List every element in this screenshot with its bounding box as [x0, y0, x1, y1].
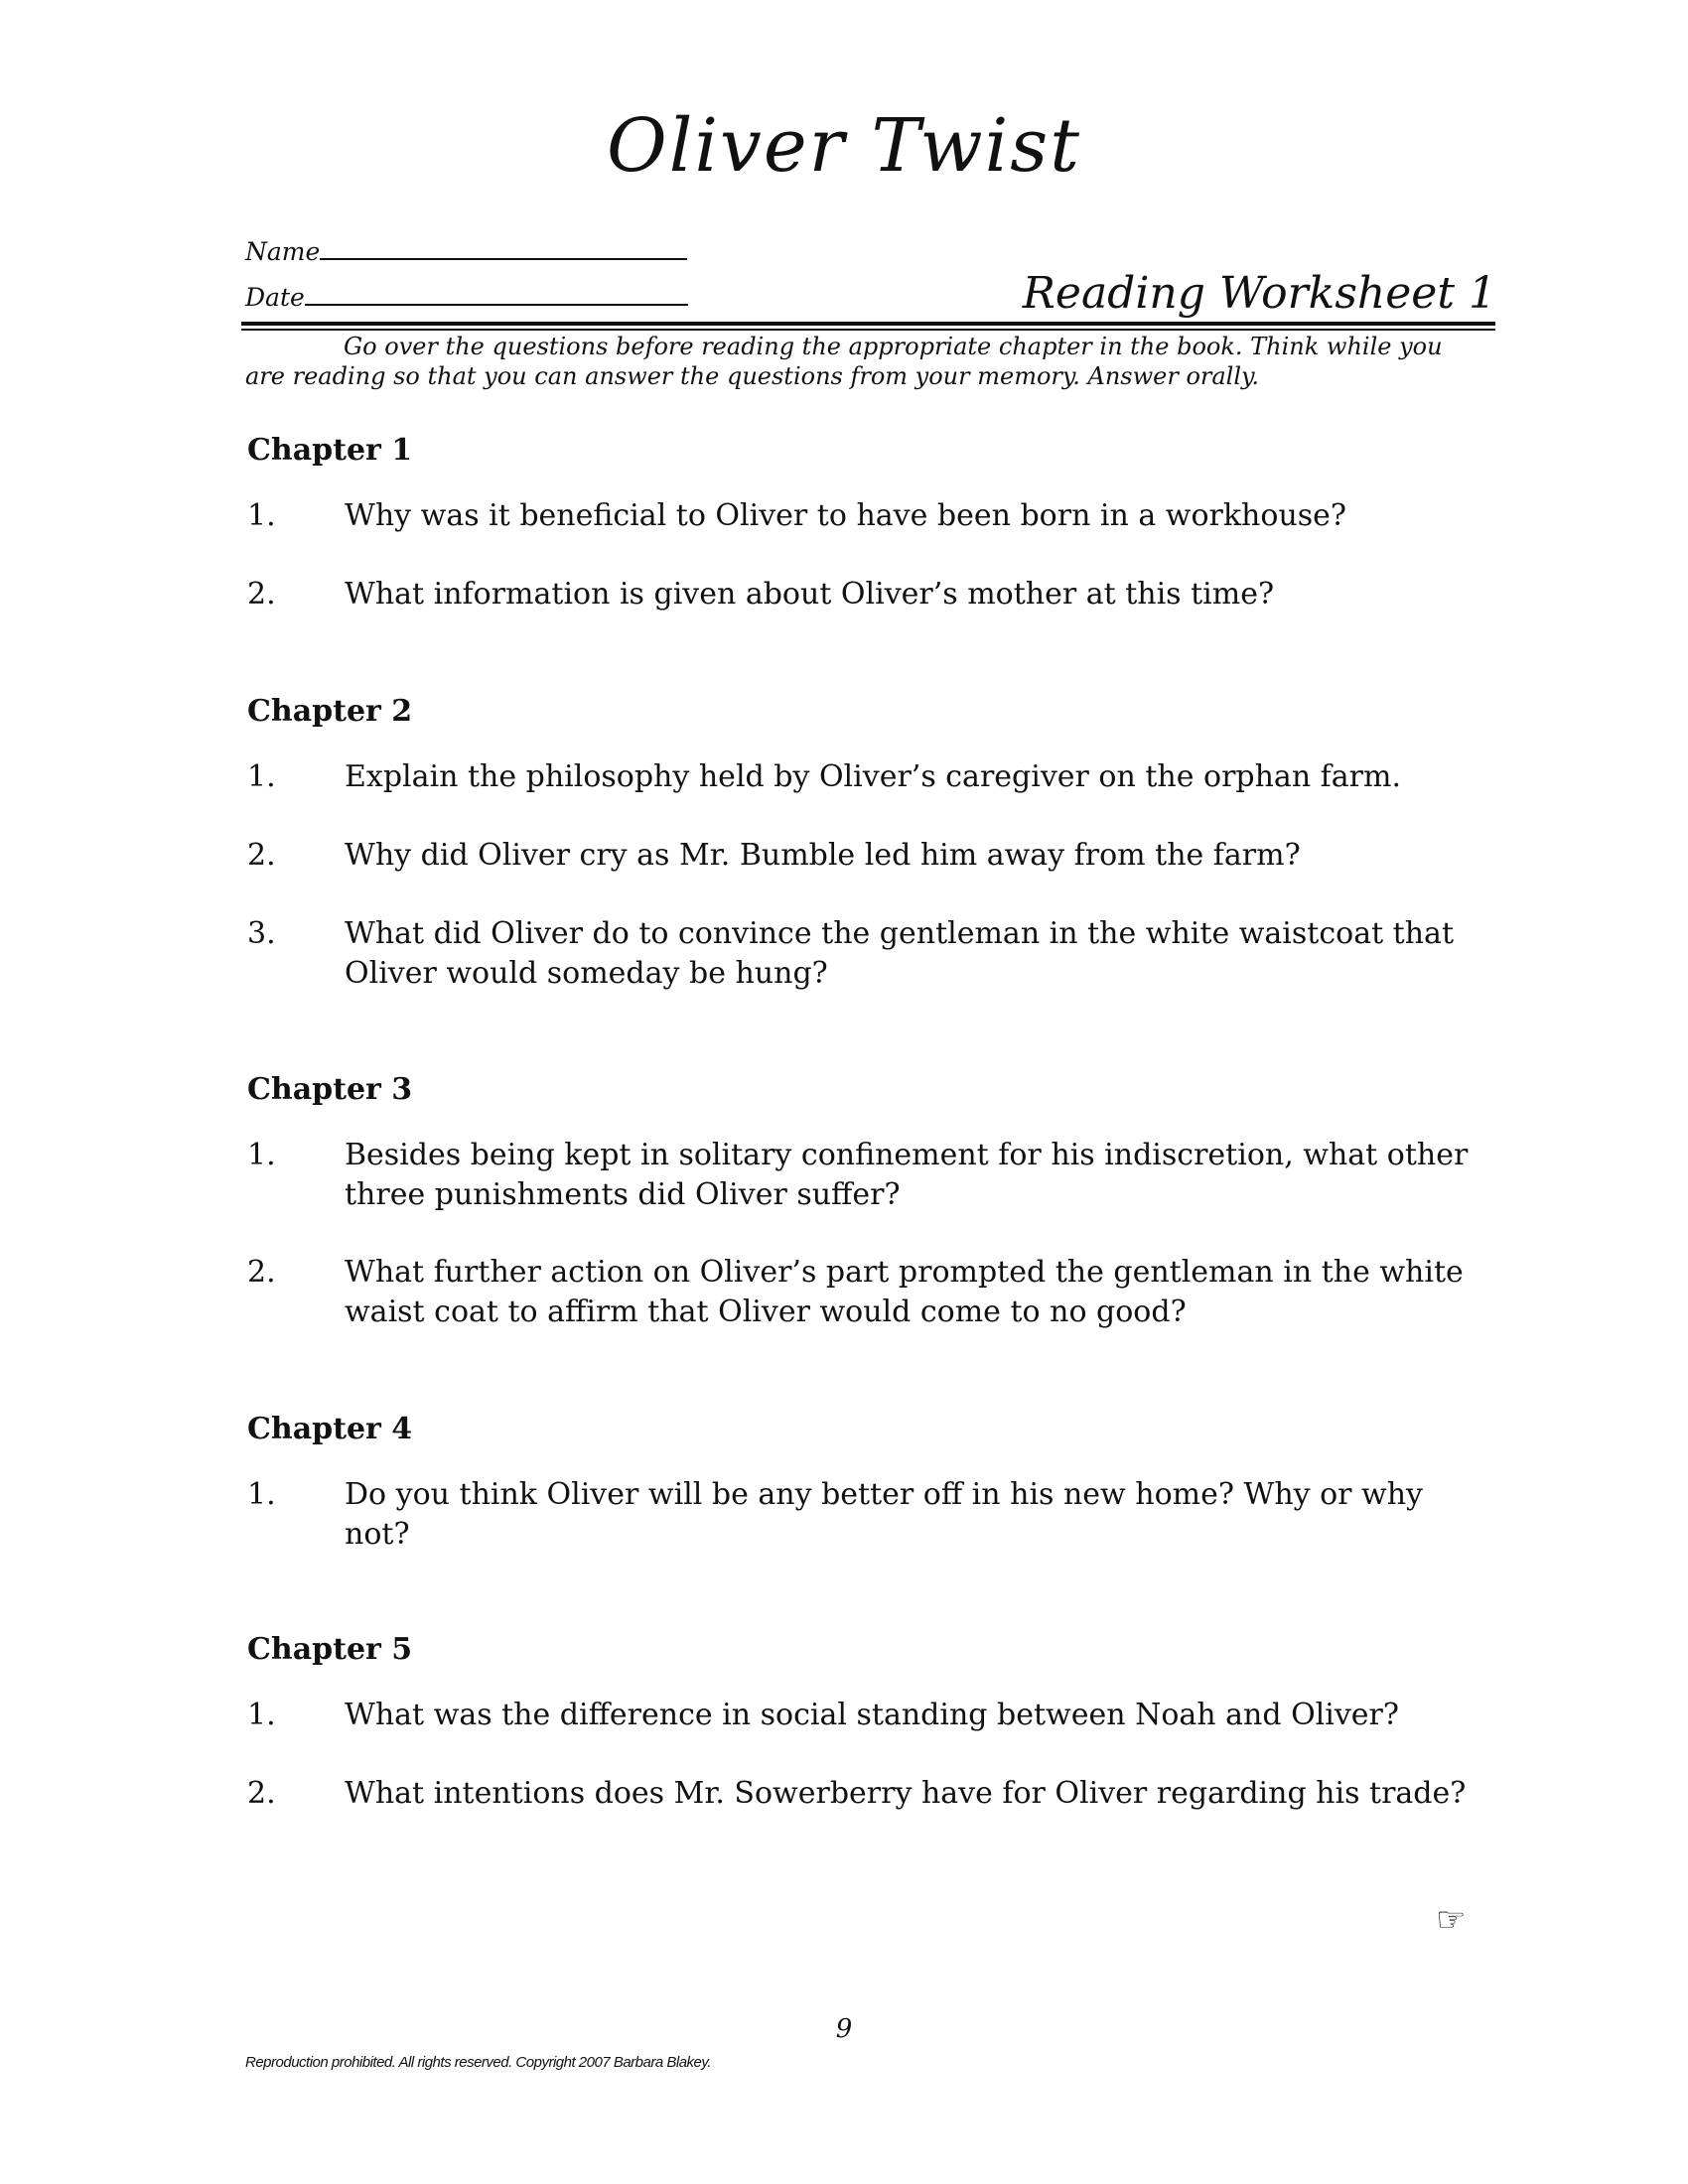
- question-text: What did Oliver do to convince the gentleman in the white waistcoat that Oliver would someday be hung?: [345, 916, 1455, 991]
- date-label: Date: [245, 283, 305, 312]
- question-text: What information is given about Oliver’s mother at this time?: [345, 577, 1275, 612]
- document-title: Oliver Twist: [607, 103, 1081, 189]
- chapter-heading: Chapter 1: [247, 433, 413, 468]
- header-rule-thin: [241, 329, 1495, 331]
- question-text: Besides being kept in solitary confinement for his indiscretion, what other three punishments did Oliver suffer?: [345, 1138, 1469, 1212]
- question-number: 1.: [247, 1138, 276, 1172]
- date-field: [245, 280, 688, 314]
- question-number: 2.: [247, 1255, 276, 1290]
- header-rule-thick: [241, 322, 1495, 326]
- chapter-heading: Chapter 2: [247, 694, 413, 729]
- question-text: Why was it beneficial to Oliver to have been born in a workhouse?: [345, 498, 1346, 533]
- copyright-notice: Reproduction prohibited. All rights reserved. Copyright 2007 Barbara Blakey.: [245, 2054, 711, 2071]
- question-number: 1.: [247, 1698, 276, 1732]
- name-field: [245, 234, 687, 268]
- question-text: What intentions does Mr. Sowerberry have for Oliver regarding his trade?: [345, 1776, 1467, 1811]
- chapter-heading: Chapter 3: [247, 1072, 413, 1107]
- name-label: Name: [245, 237, 321, 266]
- question-text: Why did Oliver cry as Mr. Bumble led him away from the farm?: [345, 838, 1301, 873]
- question-number: 2.: [247, 577, 276, 612]
- date-blank-line: [305, 280, 688, 306]
- instructions-paragraph: Go over the questions before reading the appropriate chapter in the book. Think while you are reading so that you can answer the questions from your memory. Answer orally.: [245, 333, 1443, 390]
- question-number: 2.: [247, 838, 276, 873]
- page-number: 9: [835, 2014, 853, 2044]
- question-text: What was the difference in social standing between Noah and Oliver?: [345, 1698, 1399, 1732]
- question-number: 3.: [247, 916, 276, 951]
- question-text: Explain the philosophy held by Oliver’s caregiver on the orphan farm.: [345, 759, 1401, 794]
- worksheet-title: Reading Worksheet 1: [1022, 268, 1496, 319]
- chapter-heading: Chapter 4: [247, 1412, 413, 1446]
- question-number: 1.: [247, 498, 276, 533]
- question-number: 1.: [247, 759, 276, 794]
- question-number: 1.: [247, 1477, 276, 1512]
- question-text: What further action on Oliver’s part prompted the gentleman in the white waist coat to affirm that Oliver would come to no good?: [345, 1255, 1464, 1329]
- name-blank-line: [320, 234, 687, 260]
- question-text: Do you think Oliver will be any better off in his new home? Why or why not?: [345, 1477, 1424, 1552]
- chapter-heading: Chapter 5: [247, 1632, 413, 1667]
- pointing-hand-icon: ☞: [1436, 1900, 1467, 1940]
- question-number: 2.: [247, 1776, 276, 1811]
